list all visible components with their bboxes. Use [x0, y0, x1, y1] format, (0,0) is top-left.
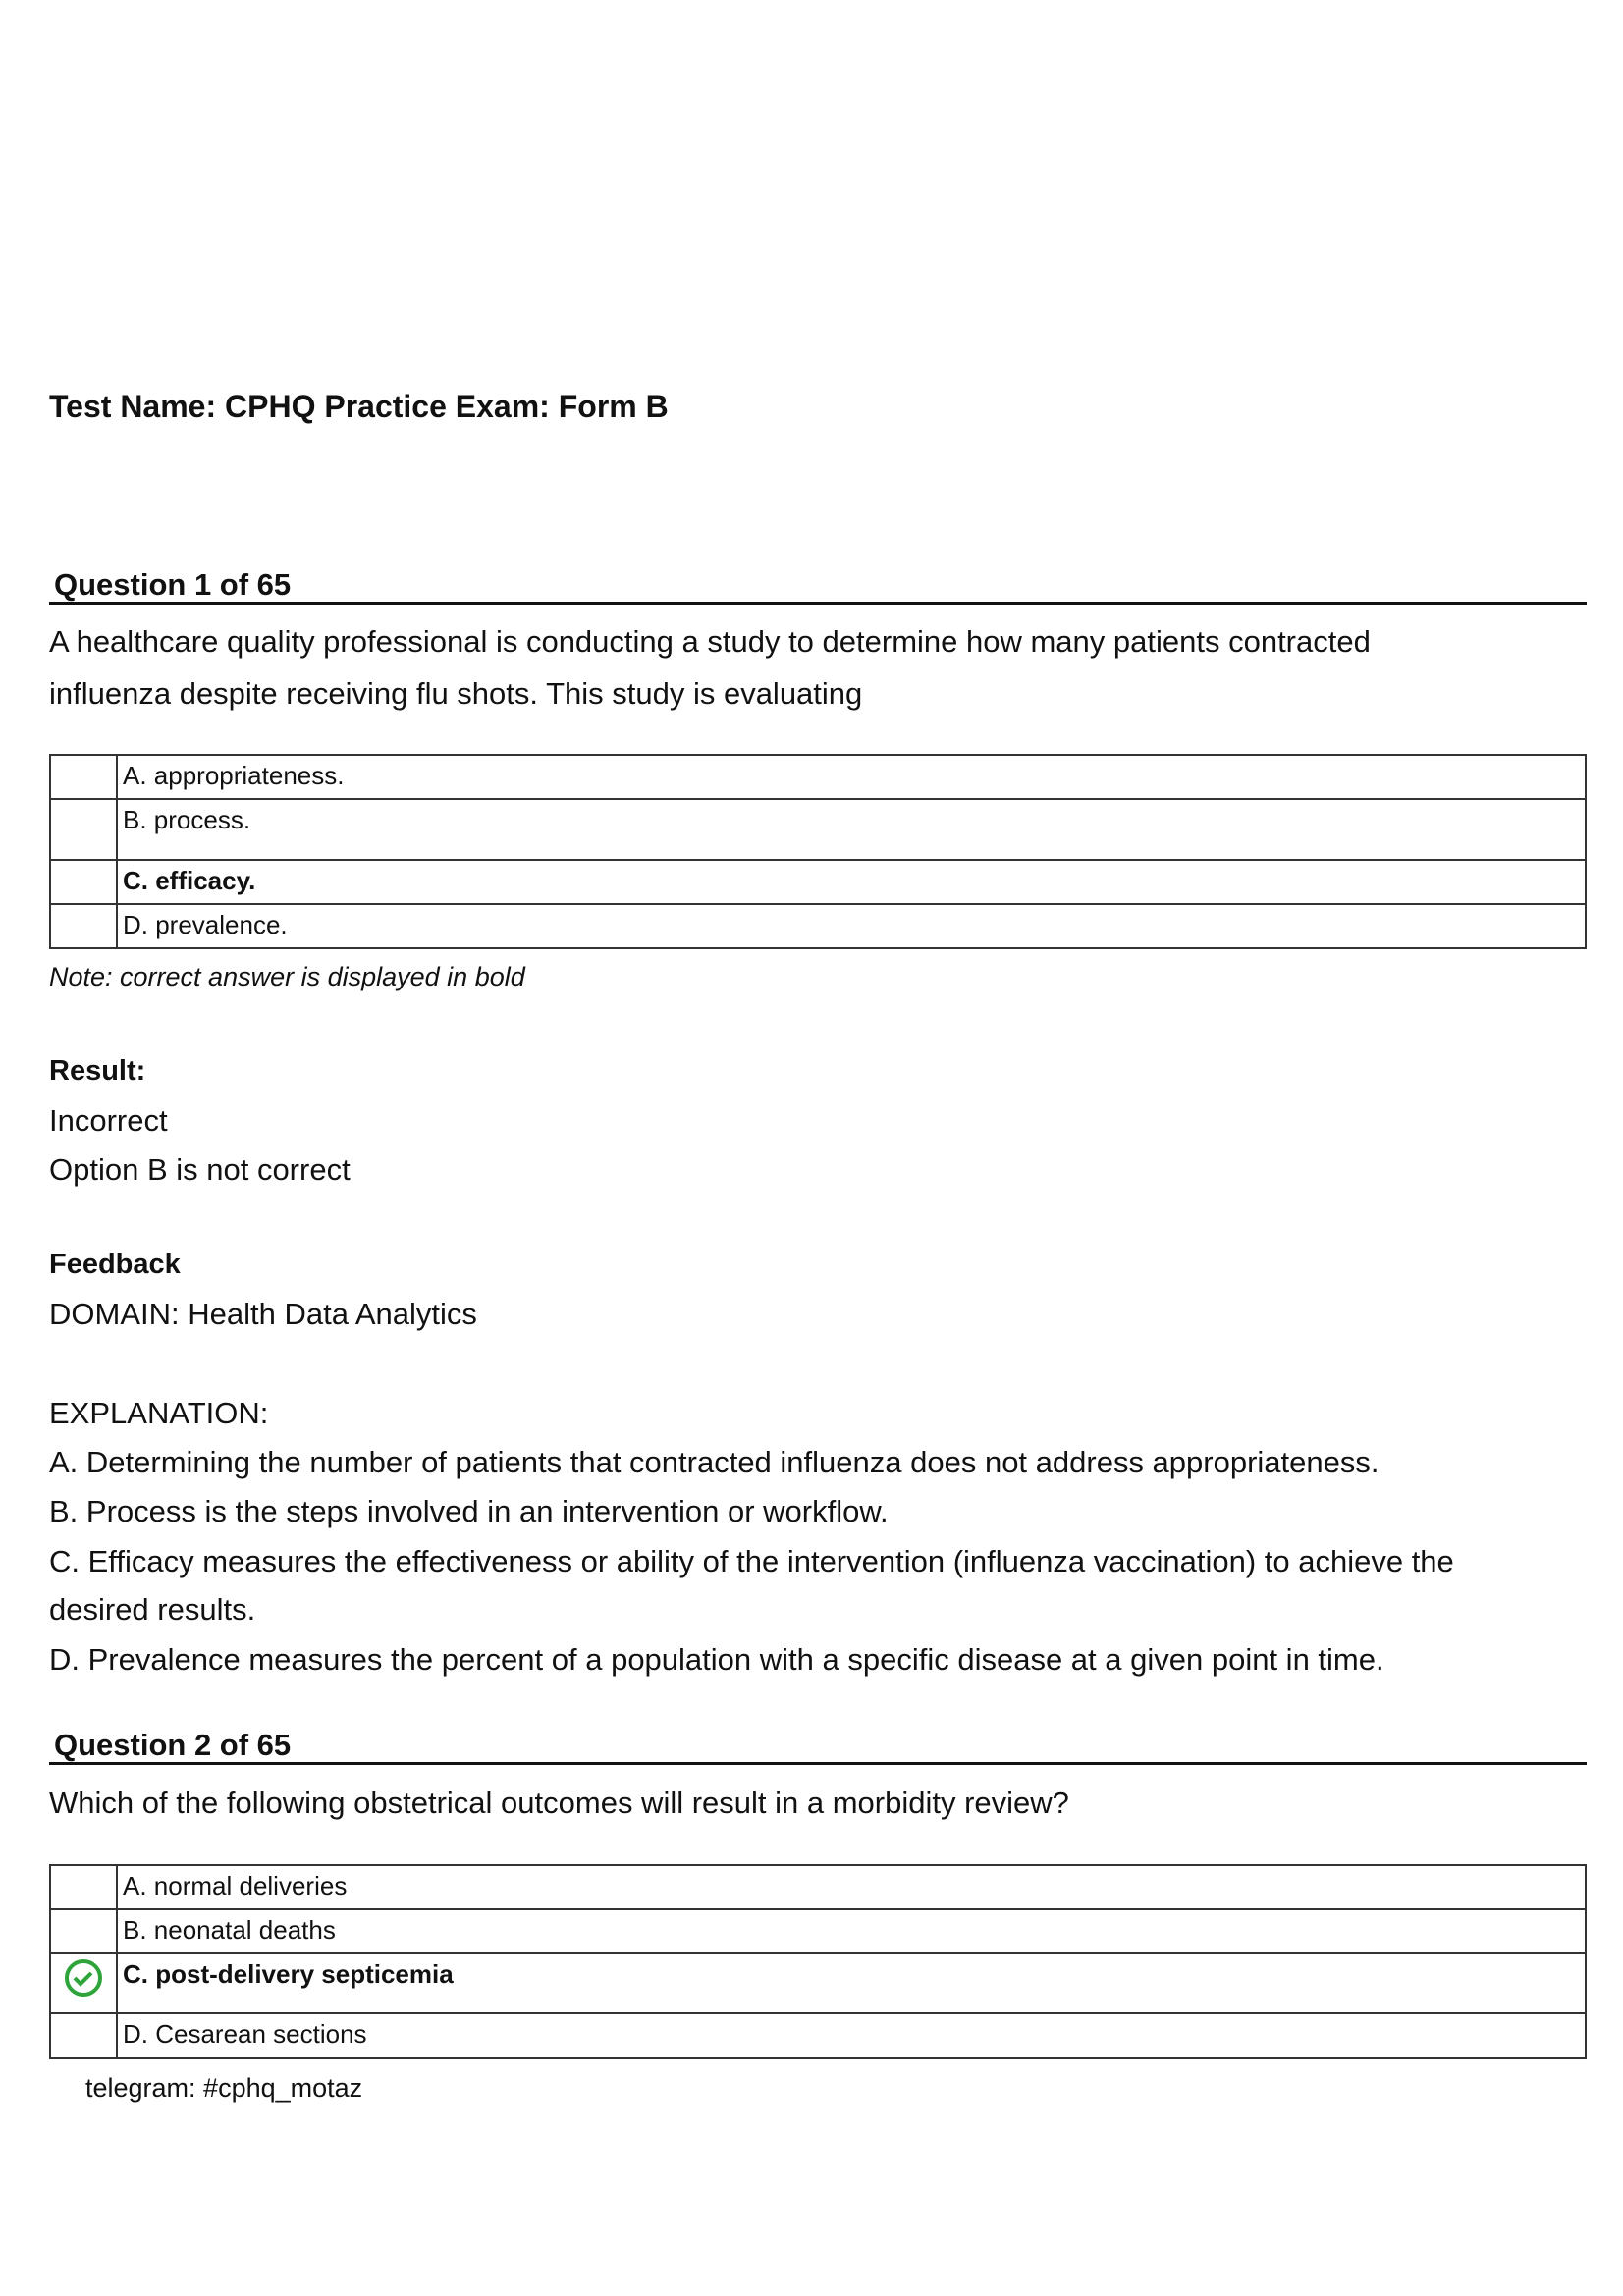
explanation-line: A. Determining the number of patients that contracted influenza does not address appropriateness.	[49, 1445, 1380, 1479]
option-label: D. Cesarean sections	[117, 2013, 1586, 2058]
option-label: A. normal deliveries	[117, 1865, 1586, 1909]
option-row[interactable]	[50, 799, 1586, 860]
option-label: C. efficacy.	[117, 860, 1586, 904]
question-1-text-line: A healthcare quality professional is conducting a study to determine how many patients contracted	[49, 624, 1371, 659]
option-label: B. neonatal deaths	[117, 1909, 1586, 1953]
option-row[interactable]	[50, 2013, 1586, 2058]
option-label: C. post-delivery septicemia	[117, 1953, 1586, 2013]
question-1-header: Question 1 of 65	[49, 567, 1587, 605]
explanation-line: B. Process is the steps involved in an intervention or workflow.	[49, 1494, 889, 1528]
feedback-label: Feedback	[49, 1249, 181, 1280]
option-row[interactable]	[50, 755, 1586, 799]
option-row[interactable]	[50, 1909, 1586, 1953]
result-value: Incorrect	[49, 1103, 168, 1138]
option-row-correct[interactable]	[50, 860, 1586, 904]
answer-note: Note: correct answer is displayed in bold	[49, 962, 525, 991]
option-row[interactable]	[50, 904, 1586, 948]
result-label: Result:	[49, 1055, 146, 1087]
option-label: D. prevalence.	[117, 904, 1586, 948]
result-detail: Option B is not correct	[49, 1152, 351, 1187]
question-2-options	[49, 1864, 1587, 2059]
question-2-header: Question 2 of 65	[49, 1728, 1587, 1765]
option-label: B. process.	[117, 799, 1586, 860]
explanation-line: desired results.	[49, 1592, 256, 1627]
watermark-text: telegram: #cphq_motaz	[85, 2073, 363, 2103]
explanation-line: D. Prevalence measures the percent of a population with a specific disease at a given point in time.	[49, 1642, 1384, 1677]
question-1-options	[49, 754, 1587, 949]
feedback-domain: DOMAIN: Health Data Analytics	[49, 1297, 477, 1331]
explanation-line: C. Efficacy measures the effectiveness or ability of the intervention (influenza vaccination) to achieve the	[49, 1544, 1454, 1578]
test-name: Test Name: CPHQ Practice Exam: Form B	[49, 389, 669, 424]
option-row-correct[interactable]	[50, 1953, 1586, 2013]
check-circle-icon	[63, 1957, 104, 1999]
question-1-text-line: influenza despite receiving flu shots. This study is evaluating	[49, 676, 863, 711]
question-2-text: Which of the following obstetrical outcomes will result in a morbidity review?	[49, 1786, 1069, 1820]
explanation-label: EXPLANATION:	[49, 1396, 269, 1430]
option-label: A. appropriateness.	[117, 755, 1586, 799]
option-row[interactable]	[50, 1865, 1586, 1909]
